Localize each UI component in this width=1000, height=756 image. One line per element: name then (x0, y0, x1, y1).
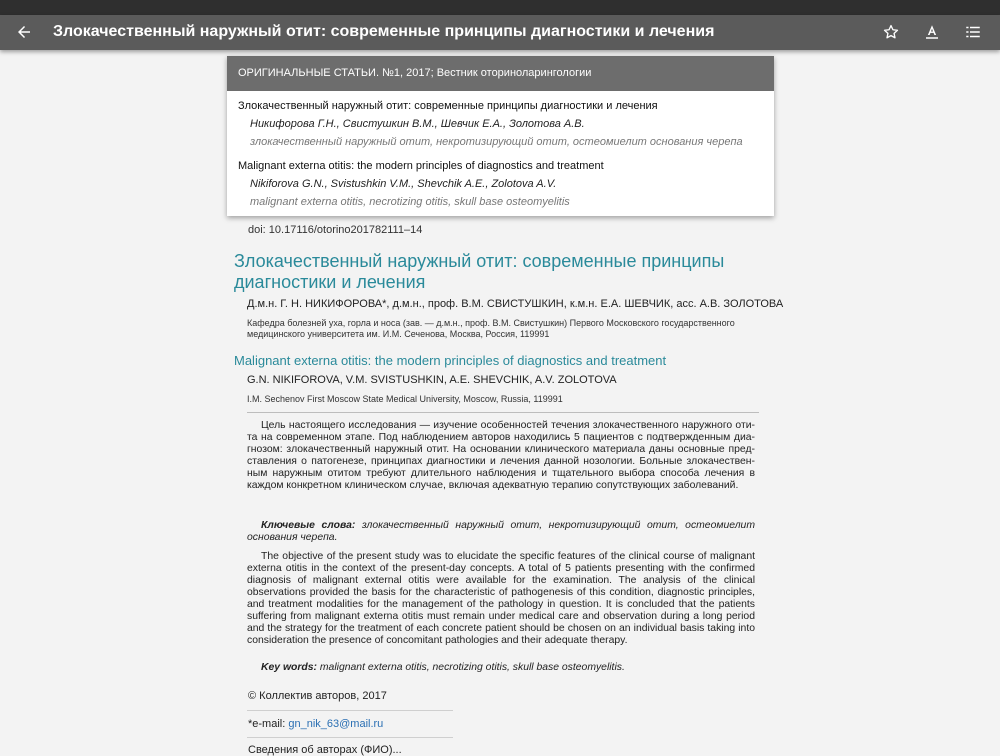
truncated-line: Сведения об авторах (ФИО)... (248, 744, 402, 756)
status-bar (0, 0, 1000, 15)
card-header (227, 56, 774, 91)
article-en-title: Malignant externa otitis: the modern principles of diagnostics and treatment (234, 353, 667, 368)
card-en-authors: Nikiforova G.N., Svistushkin V.M., Shevchik A.E., Zolotova A.V. (250, 178, 557, 190)
page-title: Злокачественный наружный отит: современные принципы диагностики и лечения (53, 23, 715, 40)
back-button[interactable] (12, 20, 36, 44)
article-en-authors: G.N. NIKIFOROVA, V.M. SVISTUSHKIN, A.E. SHEVCHIK, A.V. ZOLOTOVA (247, 374, 617, 386)
section-label: ОРИГИНАЛЬНЫЕ СТАТЬИ. (238, 67, 380, 79)
copyright: © Коллектив авторов, 2017 (248, 690, 387, 702)
list-icon (964, 23, 982, 41)
article-authors: Д.м.н. Г. Н. НИКИФОРОВА*, д.м.н., проф. В.М. СВИСТУШКИН, к.м.н. Е.А. ШЕВЧИК, асс. А.В. ЗОЛОТОВА (247, 298, 784, 310)
article-title: Злокачественный наружный отит: современные принципы диагностики и лечения (234, 251, 725, 292)
article-en-affiliation: I.M. Sechenov First Moscow State Medical University, Moscow, Russia, 119991 (247, 394, 563, 404)
text-format-button[interactable] (920, 20, 944, 44)
star-icon (882, 23, 900, 41)
divider (247, 412, 759, 413)
doi: doi: 10.17116/otorino201782111–14 (248, 224, 423, 236)
abstract-ru: Цель настоящего исследования — изучение особенностей течения злокачественного наружного отита на современном этапе. Под наблюдением авторов находились 5 пациентов с подтвержденным диагнозом: злокачественный наружный отит. На основании клинического материала даны основные представления о патогенезе, принципах диагностики и лечения данной нозологии. Больные злокачественным наружным отитом требуют длительного наблюдения и тщательного выбора способа лечения в каждом конкретном клиническом случае, включая адекватную терапию сопутствующих заболеваний. (247, 420, 755, 491)
contents-list-button[interactable] (961, 20, 985, 44)
card-ru-authors: Никифорова Г.Н., Свистушкин В.М., Шевчик Е.А., Золотова А.В. (250, 118, 585, 130)
email-label: *e-mail: (248, 718, 286, 730)
email-link[interactable]: gn_nik_63@mail.ru (288, 718, 384, 730)
divider (247, 737, 453, 738)
abstract-en: The objective of the present study was to elucidate the specific features of the clinical course of malignant externa otitis in the context of the present-day concepts. A total of 5 patients presenting with the confirmed diagnosis of malignant external otitis were available for the examination. The analysis of the clinical observations provided the basis for the characteristic of pathogenesis of this condition, diagnostic principles, and treatment modalities for the management of the pathology in question. It is concluded that the patients suffering from malignant externa otitis must remain under medical care and observation during a long period and the strategy for the treatment of each concrete patient should be chosen on an individual basis taking into consideration the presence of concomitant pathologies and their adequate therapy. (247, 551, 755, 646)
card-en-keywords: malignant externa otitis, necrotizing otitis, skull base osteomyelitis (250, 196, 570, 208)
card-ru-title[interactable]: Злокачественный наружный отит: современные принципы диагностики и лечения (238, 100, 658, 112)
keywords-ru-text: злокачественный наружный отит, некротизирующий отит, остеомиелит основания черепа. (247, 520, 755, 543)
divider (247, 710, 453, 711)
favorite-button[interactable] (879, 20, 903, 44)
keywords-en (247, 662, 755, 674)
issue-label: №1, 2017; Вестник оториноларингологии (382, 67, 592, 79)
card-en-title[interactable]: Malignant externa otitis: the modern principles of diagnostics and treatment (238, 160, 604, 172)
text-format-icon (923, 23, 941, 41)
app-bar (0, 15, 1000, 50)
article-info-card (227, 56, 774, 216)
keywords-en-text: malignant externa otitis, necrotizing otitis, skull base osteomyelitis. (319, 662, 625, 673)
card-ru-keywords: злокачественный наружный отит, некротизирующий отит, остеомиелит основания черепа (250, 136, 743, 148)
keywords-en-label: Key words: (261, 662, 318, 673)
back-arrow-icon (15, 23, 33, 41)
article-affiliation: Кафедра болезней уха, горла и носа (зав. — д.м.н., проф. В.М. Свистушкин) Первого Московского государственного медицинского университета им. И.М. Сеченова, Москва, Россия, 119991 (247, 318, 735, 339)
keywords-ru-label: Ключевые слова: (261, 520, 356, 531)
keywords-ru (247, 520, 755, 544)
contact-email (248, 718, 383, 730)
